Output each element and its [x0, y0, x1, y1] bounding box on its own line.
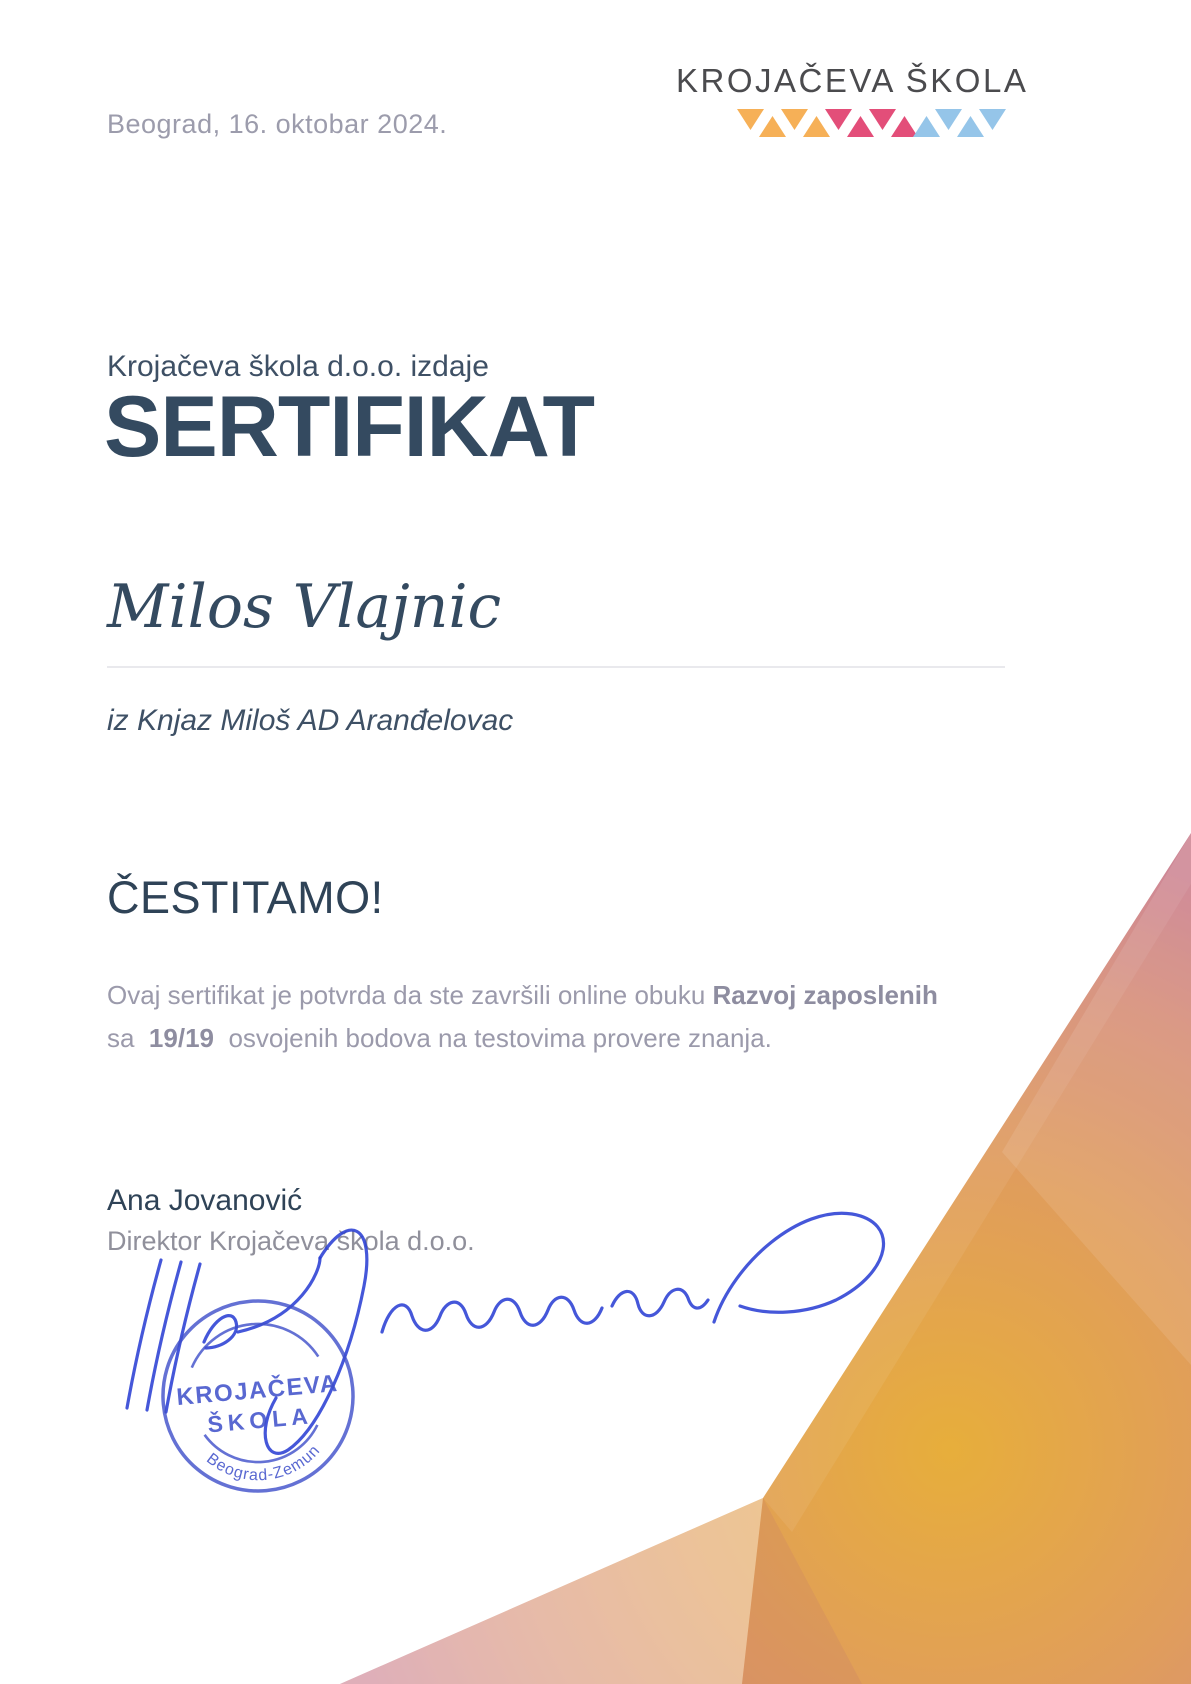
- signer-title: Direktor Krojačeva škola d.o.o.: [107, 1226, 475, 1256]
- certificate-title: SERTIFIKAT: [104, 379, 595, 475]
- score-value: 19/19: [148, 1023, 214, 1053]
- course-name: Razvoj zaposlenih: [712, 980, 938, 1010]
- stamp-line-2: ŠKOLA: [206, 1402, 314, 1438]
- date-text: Beograd, 16. oktobar 2024.: [107, 109, 448, 139]
- body-text-1: Ovaj sertifikat je potvrda da ste završili online obuku: [107, 980, 713, 1010]
- congrats-heading: ČESTITAMO!: [107, 872, 384, 923]
- body-text-2: sa: [107, 1023, 149, 1053]
- issuer-line: Krojačeva škola d.o.o. izdaje: [107, 350, 489, 383]
- signer-name: Ana Jovanović: [107, 1184, 303, 1217]
- stamp-arc-text: Beograd-Zemun: [203, 1441, 324, 1485]
- recipient-origin: iz Knjaz Miloš AD Aranđelovac: [107, 704, 514, 737]
- recipient-name: Milos Vlajnic: [107, 572, 502, 642]
- body-text-3: osvojenih bodova na testovima provere znanja.: [214, 1023, 772, 1053]
- logo-text: KROJAČEVA ŠKOLA: [676, 62, 1029, 99]
- stamp-line-1: KROJAČEVA: [175, 1369, 340, 1412]
